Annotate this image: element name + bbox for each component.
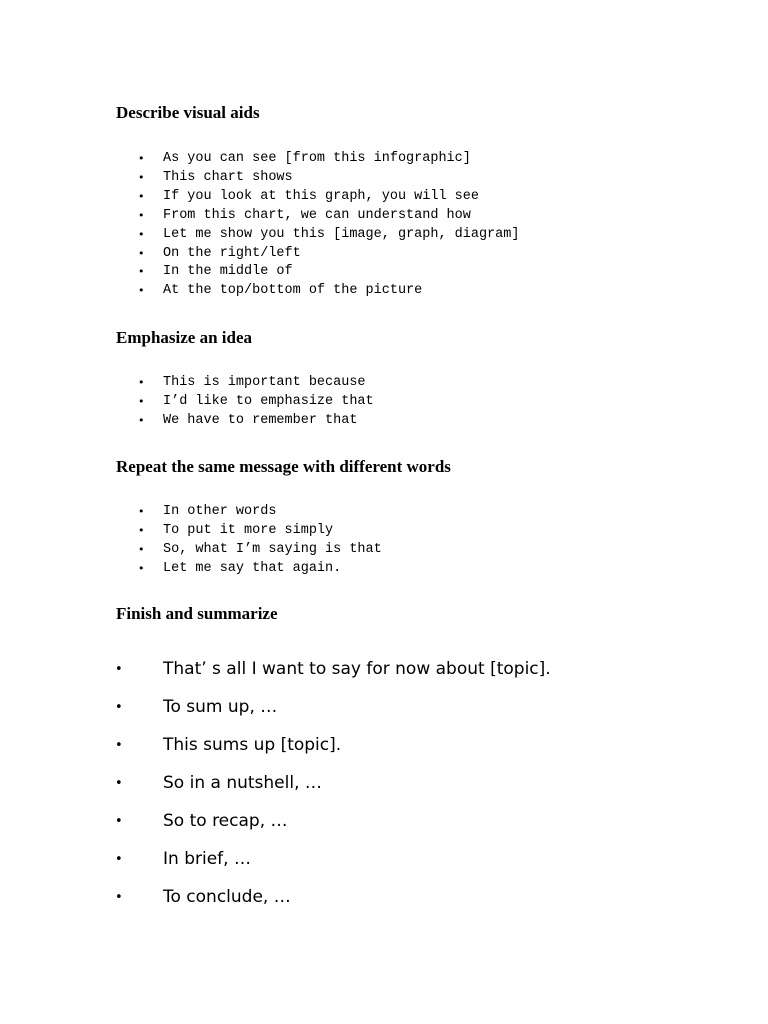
list-item: • In brief, … [0, 846, 551, 884]
list-item: • Let me show you this [image, graph, diagram] [0, 226, 519, 245]
bullet-icon: • [138, 284, 145, 298]
bullet-icon: • [138, 246, 145, 260]
list-item: • This chart shows [0, 169, 519, 188]
list-item: • In the middle of [0, 263, 519, 282]
list-item: • This is important because [0, 374, 374, 393]
section-heading-emphasize: Emphasize an idea [116, 328, 253, 347]
list-item: • So, what I’m saying is that [0, 541, 382, 560]
list-item: • Let me say that again. [0, 560, 382, 579]
bullet-icon: • [138, 170, 145, 184]
bullet-icon: • [138, 376, 145, 389]
bullet-icon: • [115, 852, 123, 867]
bullet-icon: • [115, 738, 123, 753]
bullet-icon: • [115, 890, 123, 905]
bullet-icon: • [115, 776, 123, 791]
list-item: • On the right/left [0, 245, 519, 264]
bullet-icon: • [138, 561, 145, 575]
list-item: • As you can see [from this infographic] [0, 150, 519, 169]
bullet-icon: • [115, 700, 123, 715]
list-item: • If you look at this graph, you will see [0, 188, 519, 207]
list-repeat [0, 503, 382, 579]
list-item: • To conclude, … [0, 884, 551, 922]
list-item: • To sum up, … [0, 694, 551, 732]
bullet-icon: • [138, 152, 145, 165]
list-summarize [0, 656, 551, 922]
bullet-icon: • [138, 542, 145, 556]
section-heading-visual-aids: Describe visual aids [116, 103, 260, 122]
list-item: • We have to remember that [0, 412, 374, 431]
list-item: • That’ s all I want to say for now about [topic]. [0, 656, 551, 694]
bullet-icon: • [138, 505, 145, 518]
section-heading-summarize: Finish and summarize [116, 604, 278, 623]
list-visual-aids [0, 150, 519, 301]
list-emphasize [0, 374, 374, 431]
bullet-icon: • [115, 662, 123, 677]
bullet-icon: • [138, 413, 145, 427]
list-item: • To put it more simply [0, 522, 382, 541]
list-item: • At the top/bottom of the picture [0, 282, 519, 301]
bullet-icon: • [138, 523, 145, 537]
bullet-icon: • [138, 208, 145, 222]
bullet-icon: • [138, 227, 145, 241]
list-item: • This sums up [topic]. [0, 732, 551, 770]
bullet-icon: • [115, 814, 123, 829]
list-item: • So to recap, … [0, 808, 551, 846]
list-item: • From this chart, we can understand how [0, 207, 519, 226]
list-item: • I’d like to emphasize that [0, 393, 374, 412]
bullet-icon: • [138, 394, 145, 408]
bullet-icon: • [138, 265, 145, 279]
list-item: • In other words [0, 503, 382, 522]
list-item: • So in a nutshell, … [0, 770, 551, 808]
bullet-icon: • [138, 189, 145, 203]
section-heading-repeat: Repeat the same message with different words [116, 457, 451, 476]
